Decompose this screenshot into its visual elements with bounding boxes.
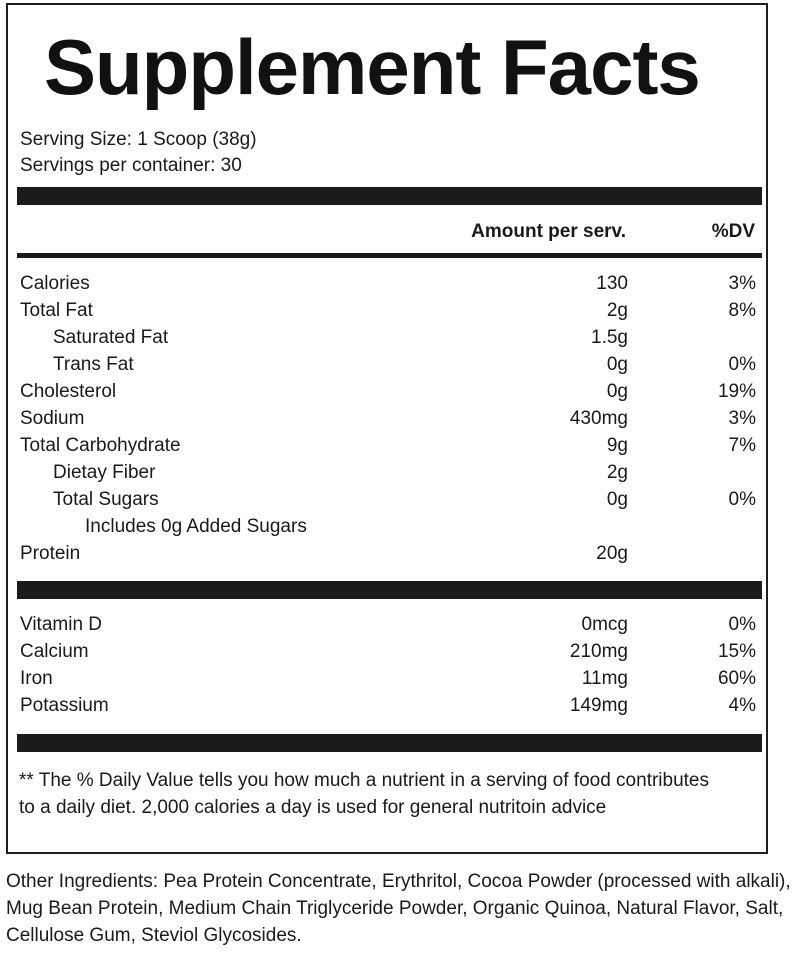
nutrient-amount: 0g: [606, 381, 628, 402]
other-ingredients: Other Ingredients: Pea Protein Concentrate, Erythritol, Cocoa Powder (processed with alkali), Mug Bean Protein, Medium Chain Triglyceride Powder, Organic Quinoa, Natural Flavor, Salt, Cellulose Gum, Steviol Glycosides.: [6, 871, 791, 946]
servings-per-container: Servings per container: 30: [20, 155, 242, 176]
mineral-name: Vitamin D: [20, 614, 103, 635]
nutrient-name: Calories: [20, 273, 90, 294]
nutrient-dv: 3%: [728, 408, 756, 429]
nutrient-name: Total Sugars: [53, 489, 159, 510]
mineral-row: [8, 665, 766, 692]
nutrient-row: [8, 432, 766, 459]
nutrient-row: [8, 486, 766, 513]
nutrient-amount: 1.5g: [591, 327, 628, 348]
mineral-name: Calcium: [20, 641, 89, 662]
mineral-name: Iron: [20, 668, 53, 689]
serving-size: Serving Size: 1 Scoop (38g): [20, 129, 257, 150]
nutrient-amount: 430mg: [569, 408, 628, 429]
mineral-amount: 0mcg: [581, 614, 628, 635]
nutrient-name: Total Fat: [20, 300, 93, 321]
nutrient-amount: 2g: [606, 300, 628, 321]
nutrient-name: Trans Fat: [53, 354, 134, 375]
thick-divider: [17, 187, 762, 205]
nutrient-row: [8, 297, 766, 324]
supplement-facts-panel: [6, 3, 768, 854]
thick-divider: [17, 734, 762, 752]
thick-divider: [17, 581, 762, 599]
nutrient-amount: 9g: [606, 435, 628, 456]
dv-column-header: %DV: [711, 221, 755, 242]
nutrient-row: [8, 324, 766, 351]
nutrient-name: Cholesterol: [20, 381, 117, 402]
nutrient-name: Sodium: [20, 408, 85, 429]
nutrient-amount: 20g: [596, 543, 628, 564]
mineral-dv: 60%: [717, 668, 756, 689]
mineral-amount: 11mg: [581, 668, 628, 689]
mineral-row: [8, 692, 766, 719]
nutrient-amount: 130: [596, 273, 628, 294]
mineral-dv: 4%: [728, 695, 756, 716]
nutrient-dv: 3%: [728, 273, 756, 294]
mineral-amount: 210mg: [569, 641, 628, 662]
mineral-row: [8, 638, 766, 665]
nutrient-amount: 2g: [606, 462, 628, 483]
nutrient-row: [8, 459, 766, 486]
nutrient-dv: 7%: [728, 435, 756, 456]
nutrient-row: [8, 378, 766, 405]
nutrient-name: Includes 0g Added Sugars: [85, 516, 307, 537]
mineral-dv: 15%: [717, 641, 756, 662]
nutrient-row: [8, 270, 766, 297]
nutrient-row: [8, 405, 766, 432]
nutrient-row: [8, 540, 766, 567]
nutrient-amount: 0g: [606, 354, 628, 375]
amount-column-header: Amount per serv.: [471, 221, 626, 242]
nutrient-dv: 0%: [728, 354, 756, 375]
nutrient-amount: 0g: [606, 489, 628, 510]
header-divider: [17, 253, 762, 258]
nutrient-dv: 19%: [717, 381, 756, 402]
mineral-row: [8, 611, 766, 638]
nutrient-dv: 8%: [728, 300, 756, 321]
mineral-name: Potassium: [20, 695, 109, 716]
nutrient-name: Saturated Fat: [53, 327, 169, 348]
mineral-dv: 0%: [728, 614, 756, 635]
nutrient-row: [8, 351, 766, 378]
nutrient-dv: 0%: [728, 489, 756, 510]
nutrient-name: Protein: [20, 543, 81, 564]
daily-value-footnote: ** The % Daily Value tells you how much a nutrient in a serving of food contributes to a daily diet. 2,000 calories a day is used for general nutritoin advice: [19, 770, 710, 818]
nutrient-name: Total Carbohydrate: [20, 435, 181, 456]
mineral-amount: 149mg: [569, 695, 628, 716]
nutrient-name: Dietay Fiber: [53, 462, 156, 483]
panel-title: Supplement Facts: [44, 23, 700, 111]
nutrient-row: [8, 513, 766, 540]
